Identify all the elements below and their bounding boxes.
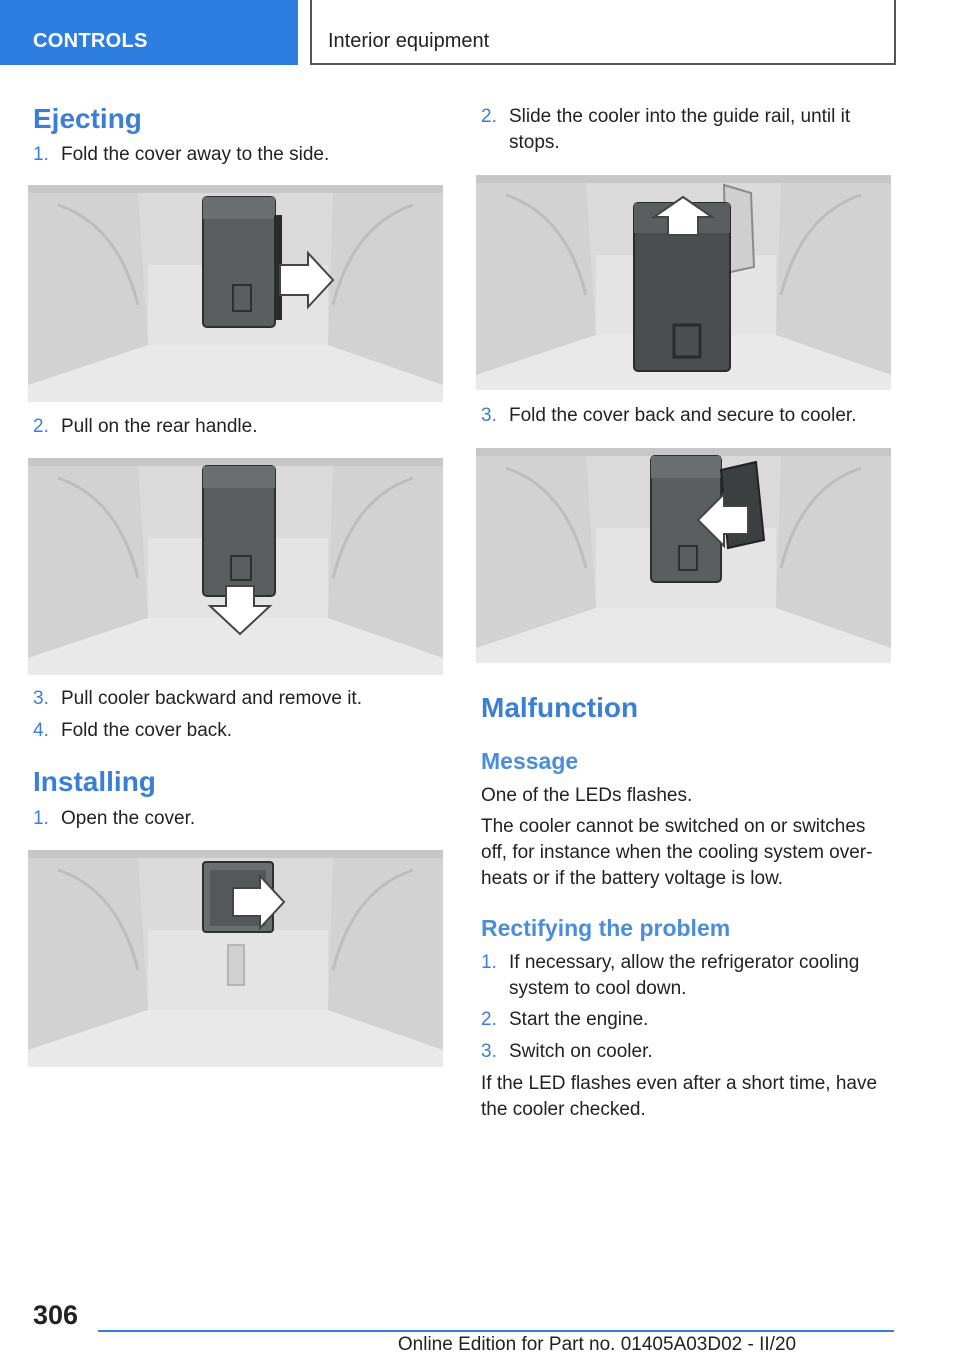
closing-paragraph: If the LED flashes even after a short time, have the cooler checked.: [481, 1073, 878, 1120]
edition-note: Online Edition for Part no. 01405A03D02 - II/20: [397, 1334, 797, 1355]
step-text: Pull on the rear handle.: [61, 416, 258, 437]
section-title: CONTROLS: [33, 30, 148, 52]
malfunction-heading: Malfunction: [481, 692, 639, 723]
step-text: Slide the cooler into the guide rail, until it stops.: [509, 106, 851, 153]
step-number: 1.: [481, 952, 497, 973]
illustration-open-cover: [28, 850, 443, 1067]
illustration-secure-cover: [476, 448, 891, 663]
footer-rule: [98, 1330, 894, 1332]
step-number: 1.: [33, 144, 49, 165]
step-text: Switch on cooler.: [509, 1041, 653, 1062]
illustration-slide-cooler: [476, 175, 891, 390]
message-subheading: Message: [481, 748, 579, 774]
step-text: Fold the cover back.: [61, 720, 233, 741]
chapter-title: Interior equipment: [328, 30, 490, 52]
step-number: 3.: [481, 1041, 497, 1062]
step-number: 2.: [481, 106, 497, 127]
step-text: Pull cooler backward and remove it.: [61, 688, 362, 709]
step-text: Open the cover.: [61, 808, 196, 829]
section-tab: [0, 0, 298, 65]
step-text: Fold the cover away to the side.: [61, 144, 330, 165]
ejecting-heading: Ejecting: [33, 103, 142, 134]
message-paragraph-1: One of the LEDs flashes.: [481, 785, 693, 806]
rectify-subheading: Rectifying the problem: [481, 915, 731, 941]
illustration-pull-handle: [28, 458, 443, 675]
step-text: Start the engine.: [509, 1009, 649, 1030]
step-number: 4.: [33, 720, 49, 741]
illustration-fold-cover: [28, 185, 443, 402]
page-number: 306: [33, 1300, 79, 1330]
step-text: If necessary, allow the refrigerator cooling system to cool down.: [509, 952, 860, 999]
message-paragraph-2: The cooler cannot be switched on or switches off, for instance when the cooling system over-heats or if the battery voltage is low.: [481, 816, 873, 889]
step-number: 2.: [33, 416, 49, 437]
step-text: Fold the cover back and secure to cooler.: [509, 405, 857, 426]
step-number: 2.: [481, 1009, 497, 1030]
step-number: 1.: [33, 808, 49, 829]
installing-heading: Installing: [33, 766, 156, 797]
step-number: 3.: [33, 688, 49, 709]
chapter-header: [310, 0, 896, 65]
step-number: 3.: [481, 405, 497, 426]
